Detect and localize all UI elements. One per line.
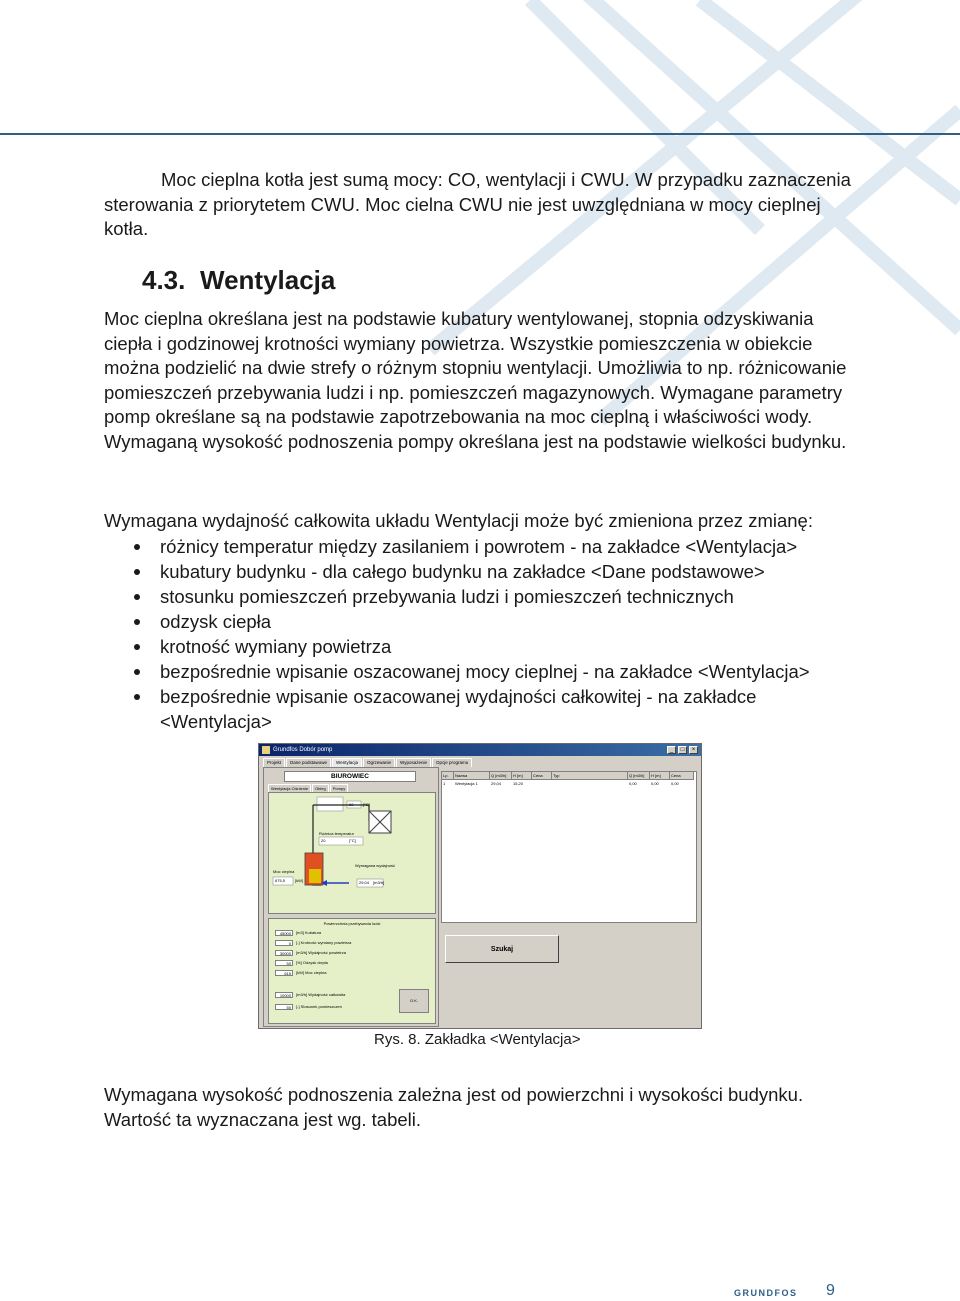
loss-value[interactable]: 60 <box>349 802 354 807</box>
tab-wentylacja[interactable]: Wentylacja <box>332 758 362 767</box>
table-cell: 0,00 <box>651 781 659 786</box>
param-label: [-] Stosunek pomieszczeń <box>296 1004 342 1009</box>
main-tabs <box>259 756 701 767</box>
table-cell <box>552 780 628 788</box>
param-input[interactable]: 30000 <box>275 950 293 956</box>
table-cell: 15,20 <box>513 781 524 786</box>
system-diagram <box>268 792 436 914</box>
param-row <box>275 1003 342 1010</box>
column-header: Lp. <box>442 772 454 780</box>
flow-label: Wymagana wydajność <box>355 863 395 868</box>
minimize-icon[interactable]: _ <box>667 746 676 754</box>
table-cell: 29,04 <box>491 781 502 786</box>
tab-ogrzewanie[interactable]: Ogrzewanie <box>363 758 395 767</box>
list-item: krotność wymiany powietrza <box>104 634 874 659</box>
delta-t-value[interactable]: 20 <box>321 838 326 843</box>
list-item: bezpośrednie wpisanie oszacowanej mocy cieplnej - na zakładce <Wentylacja> <box>104 659 874 684</box>
param-input[interactable]: 50 <box>275 960 293 966</box>
header-rule <box>0 133 960 135</box>
ok-button[interactable]: O.K. <box>399 989 429 1013</box>
table-cell: 0,00 <box>671 781 679 786</box>
table-header <box>442 772 696 780</box>
flow-value: 29,04 <box>359 880 370 885</box>
param-input[interactable]: 45000 <box>275 930 293 936</box>
loss-unit: [°C] <box>363 802 370 807</box>
param-input[interactable]: 50 <box>275 1004 293 1010</box>
list-intro: Wymagana wydajność całkowita układu Wentylacji może być zmieniona przez zmianę: <box>104 510 813 531</box>
table-cell <box>532 780 552 788</box>
building-name: BIUROWIEC <box>284 771 416 782</box>
param-row <box>275 959 328 966</box>
body-paragraph: Moc cieplna określana jest na podstawie kubatury wentylowanej, stopnia odzyskiwania ciepła i godzinowej krotności wymiany powietrza. Wszystkie pomieszczenia w obiekcie można podzielić na dwie strefy o różnym stopniu wentylacji. Umożliwia to np. różnicowanie pomieszczeń przebywania ludzi i np. pomieszczeń magazynowych. Wymagane parametry pomp określane są na podstawie zapotrzebowania na moc cieplną i właściwości wody. Wymaganą wysokość podnoszenia pompy określana jest na podstawie wielkości budynku. <box>104 308 847 452</box>
app-icon <box>262 746 270 754</box>
param-label: [m3] Kubatura <box>296 930 322 935</box>
list-item: kubatury budynku - dla całego budynku na zakładce <Dane podstawowe> <box>104 559 874 584</box>
column-header: Cena <box>670 772 694 780</box>
param-row <box>275 969 326 976</box>
table-row[interactable] <box>442 780 696 788</box>
tab-opcje[interactable]: Opcje programu <box>432 758 472 767</box>
search-button[interactable]: Szukaj <box>445 935 559 963</box>
table-cell: 1 <box>443 781 446 786</box>
parameters-panel <box>268 918 436 1024</box>
footer-logo: GRUNDFOS <box>734 1288 798 1298</box>
subtab-pompy[interactable]: Pompy <box>330 784 348 793</box>
param-label: [m3/h] Wydajność powietrza <box>296 950 346 955</box>
param-row <box>275 949 346 956</box>
diagram-drawing <box>269 793 435 913</box>
flow-unit: [m3/h] <box>373 880 385 885</box>
param-label: [%] Odzysk ciepła <box>296 960 328 965</box>
list-item: bezpośrednie wpisanie oszacowanej wydajności całkowitej - na zakładce <Wentylacja> <box>104 684 850 734</box>
column-header: Typ <box>552 772 628 780</box>
maximize-icon[interactable]: □ <box>678 746 687 754</box>
power-value[interactable]: 675,5 <box>275 878 286 883</box>
section-heading <box>142 265 335 296</box>
tab-projekt[interactable]: Projekt <box>263 758 285 767</box>
param-row <box>275 929 321 936</box>
power-label: Moc cieplna <box>273 869 295 874</box>
param-row <box>275 991 345 998</box>
param-input[interactable]: 0 <box>275 940 293 946</box>
tab-wyposazenie[interactable]: Wyposażenie <box>396 758 431 767</box>
column-header: Nazwa <box>454 772 490 780</box>
tab-dane-podstawowe[interactable]: Dane podstawowe <box>286 758 331 767</box>
param-row <box>275 939 351 946</box>
column-header: H [m] <box>650 772 670 780</box>
right-panel <box>441 767 697 1025</box>
section-number: 4.3. <box>142 265 186 295</box>
software-screenshot <box>258 743 702 1029</box>
list-item: stosunku pomieszczeń przebywania ludzi i pomieszczeń technicznych <box>104 584 874 609</box>
delta-t-unit: [°C] <box>349 838 356 843</box>
intro-paragraph: Moc cieplna kotła jest sumą mocy: CO, wentylacji i CWU. W przypadku zaznaczenia sterowania z priorytetem CWU. Moc cielna CWU nie jest uwzględniana w mocy cieplnej kotła. <box>104 169 851 240</box>
delta-t-label: Różnica temperatur <box>319 831 354 836</box>
window-titlebar <box>259 744 701 756</box>
params-title: Powierzchnia przebywania ludzi <box>323 921 381 926</box>
list-item: różnicy temperatur między zasilaniem i powrotem - na zakładce <Wentylacja> <box>104 534 874 559</box>
param-label: [m3/h] Wydajność całkowita <box>296 992 346 997</box>
list-item: odzysk ciepła <box>104 609 874 634</box>
closing-paragraph: Wymagana wysokość podnoszenia zależna jest od powierzchni i wysokości budynku. Wartość ta wyznaczana jest wg. tabeli. <box>104 1084 804 1130</box>
bullet-list <box>104 534 874 734</box>
table-cell: 0,00 <box>629 781 637 786</box>
table-cell: Wentylacja 1 <box>455 781 478 786</box>
figure-caption: Rys. 8. Zakładka <Wentylacja> <box>374 1031 581 1048</box>
close-icon[interactable]: × <box>689 746 698 754</box>
column-header: Q [m3/h] <box>628 772 650 780</box>
section-title: Wentylacja <box>200 265 336 295</box>
subtab-wentylacja[interactable]: Wentylacja Ciśnienie <box>268 784 311 793</box>
window-title: Grundfos Dobór pomp <box>273 747 333 753</box>
param-input[interactable]: 615 <box>275 970 293 976</box>
left-panel <box>263 767 439 1027</box>
param-input[interactable]: 10000 <box>275 992 293 998</box>
subtab-obieg[interactable]: Obieg <box>312 784 329 793</box>
column-header: H [m] <box>512 772 532 780</box>
power-unit: [kW] <box>295 878 303 883</box>
page-number: 9 <box>826 1282 835 1299</box>
column-header: Cena <box>532 772 552 780</box>
param-label: [-] Krotność wymiany powietrza <box>296 940 352 945</box>
param-label: [kW] Moc cieplna <box>296 970 327 975</box>
results-table <box>441 771 697 923</box>
column-header: Q [m3/h] <box>490 772 512 780</box>
